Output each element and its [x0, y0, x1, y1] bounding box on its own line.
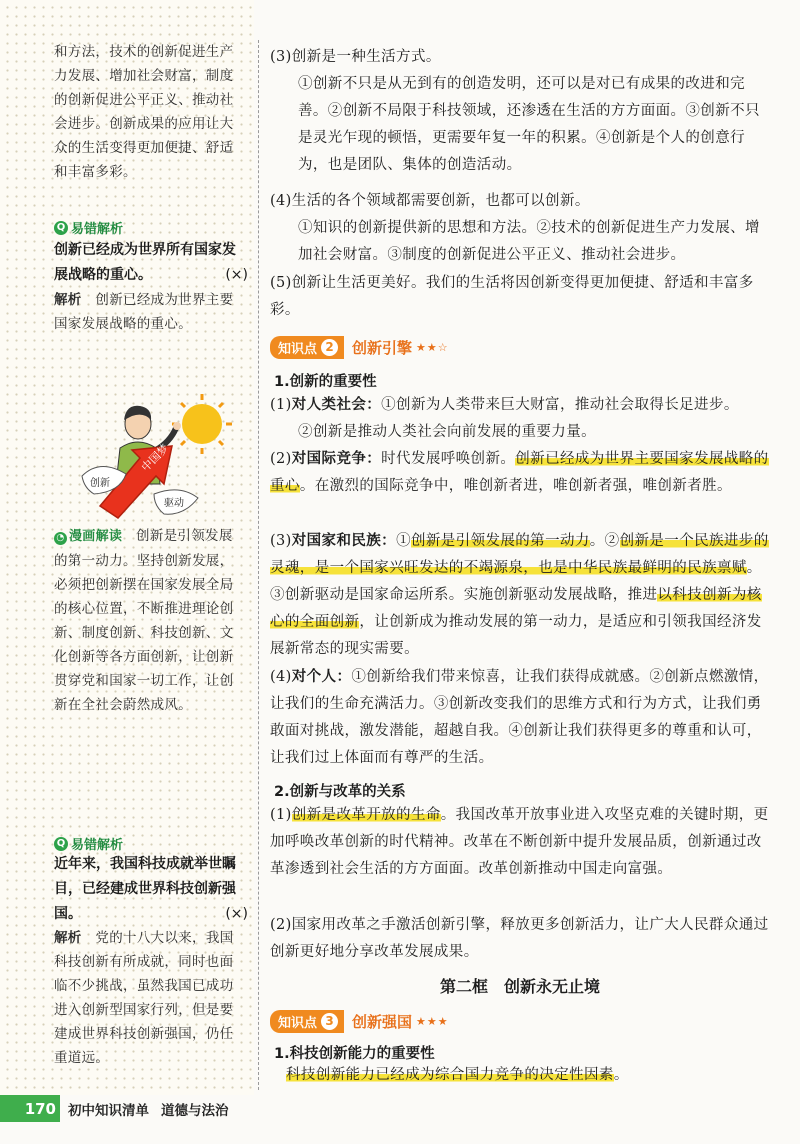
- column-divider: [258, 40, 259, 1090]
- point-5: (5)创新让生活更美好。我们的生活将因创新变得更加便捷、舒适和丰富多彩。: [270, 275, 754, 318]
- wing-left-text: 创新: [90, 478, 110, 489]
- reform-relation-2: (2)国家用改革之手激活创新引擎，释放更多创新活力，让广大人民群众通过创新更好地分享改革发展成果。: [270, 917, 769, 960]
- book-title: 初中知识清单: [68, 1102, 149, 1119]
- subject-title: 道德与法治: [161, 1102, 229, 1119]
- reform-relation-1: (1)创新是改革开放的生命。我国改革开放事业进入攻坚克难的关键时期，更加呼唤改革创新的时代精神。改革在不断创新中提升发展品质，创新通过改革渗透到社会生活的方方面面。改革创新推动中国走向富强。: [270, 807, 769, 877]
- knowledge-point-3: [270, 1010, 449, 1033]
- page-footer: [0, 1095, 800, 1122]
- wrong-mark-2: (×): [225, 906, 248, 922]
- wing-right-shape: [154, 490, 198, 514]
- tech-innovation-importance: 科技创新能力已经成为综合国力竞争的决定性因素。: [286, 1067, 629, 1083]
- wing-right-text: 驱动: [164, 498, 184, 509]
- magnifier-icon: Q: [54, 221, 68, 235]
- section-title-3: 1.科技创新能力的重要性: [274, 1046, 435, 1062]
- star-rating: ★★★: [416, 1015, 449, 1028]
- chapter-title: 第二框 创新永无止境: [439, 977, 600, 996]
- section-title-1: 1.创新的重要性: [274, 374, 377, 390]
- sun-icon: [172, 394, 232, 454]
- comic-heading: ◔ 漫画解读: [54, 529, 122, 544]
- importance-competition: (2)对国际竞争：时代发展呼唤创新。创新已经成为世界主要国家发展战略的重心。在激烈的国际竞争中，唯创新者进，唯创新者强，唯创新者胜。: [270, 451, 769, 494]
- error-explanation-2: 解析 党的十八大以来，我国科技创新有所成就，同时也面临不少挑战，虽然我国已成功进入创新型国家行列，但是要建成世界科技创新强国，仍任重道远。: [54, 930, 234, 1066]
- kp-tag: 知识点 3: [270, 1010, 344, 1033]
- error-explanation-1: 解析 创新已经成为世界主要国家发展战略的重心。: [54, 292, 234, 332]
- point-4: (4)生活的各个领域都需要创新，也都可以创新。 ①知识的创新提供新的思想和方法。②技术的创新促进生产力发展、增加社会财富。③制度的创新促进公平正义、推动社会进步。: [270, 193, 760, 263]
- page-number-bar: [0, 1095, 60, 1122]
- error-statement-1: 创新已经成为世界所有国家发展战略的重心。 (×): [54, 238, 248, 288]
- wrong-mark: (×): [225, 267, 248, 283]
- magnifier-icon: Q: [54, 837, 68, 851]
- comic-interpretation: ◔ 漫画解读 创新是引领发展的第一动力。坚持创新发展，必须把创新摆在国家发展全局的核心位置，不断推进理论创新、制度创新、科技创新、文化创新等各方面创新，让创新贯穿党和国家一切工作，让创新在全社会蔚然成风。: [54, 528, 234, 713]
- kp-title: 创新引擎: [352, 339, 413, 357]
- kp-tag: 知识点 2: [270, 336, 344, 359]
- error-analysis-heading-1: Q 易错解析: [54, 218, 123, 237]
- comic-icon: ◔: [54, 532, 67, 545]
- page-number: 170: [24, 1099, 56, 1118]
- importance-society: (1)对人类社会：①创新为人类带来巨大财富，推动社会取得长足进步。 ②创新是推动人类社会向前发展的重要力量。: [270, 397, 739, 440]
- importance-nation: (3)对国家和民族：①创新是引领发展的第一动力。②创新是一个民族进步的灵魂，是一个国家兴旺发达的不竭源泉，也是中华民族最鲜明的民族禀赋。③创新驱动是国家命运所系。实施创新驱动发展战略，推进以科技创新为核心的全面创新，让创新成为推动发展的第一动力，是适应和引领我国经济发展新常态的现实需要。: [270, 533, 769, 657]
- star-rating: ★★☆: [416, 341, 449, 354]
- flag-text: 中国梦: [138, 441, 172, 475]
- point-3: (3)创新是一种生活方式。 ①创新不只是从无到有的创造发明，还可以是对已有成果的改进和完善。②创新不局限于科技领域，还渗透在生活的方方面面。③创新不只是灵光乍现的顿悟，更需要年复一年的积累。④创新是个人的创意行为，也是团队、集体的创造活动。: [270, 49, 760, 173]
- comic-illustration: [80, 388, 248, 520]
- knowledge-point-2: [270, 336, 449, 359]
- importance-individual: (4)对个人：①创新给我们带来惊喜，让我们获得成就感。②创新点燃激情，让我们的生命充满活力。③创新改变我们的思维方式和行为方式，让我们勇敢面对挑战，激发潜能，超越自我。④创新让我们获得更多的尊重和认可，让我们过上体面而有尊严的生活。: [270, 669, 769, 766]
- error-analysis-heading-2: Q 易错解析: [54, 834, 123, 853]
- error-statement-2: 近年来，我国科技成就举世瞩目，已经建成世界科技创新强国。: [54, 856, 236, 922]
- sidebar-intro-text: 和方法，技术的创新促进生产力发展、增加社会财富，制度的创新促进公平正义、推动社会进步。创新成果的应用让大众的生活变得更加便捷、舒适和丰富多彩。: [54, 44, 234, 180]
- section-title-2: 2.创新与改革的关系: [274, 784, 406, 800]
- kp-title: 创新强国: [352, 1013, 413, 1031]
